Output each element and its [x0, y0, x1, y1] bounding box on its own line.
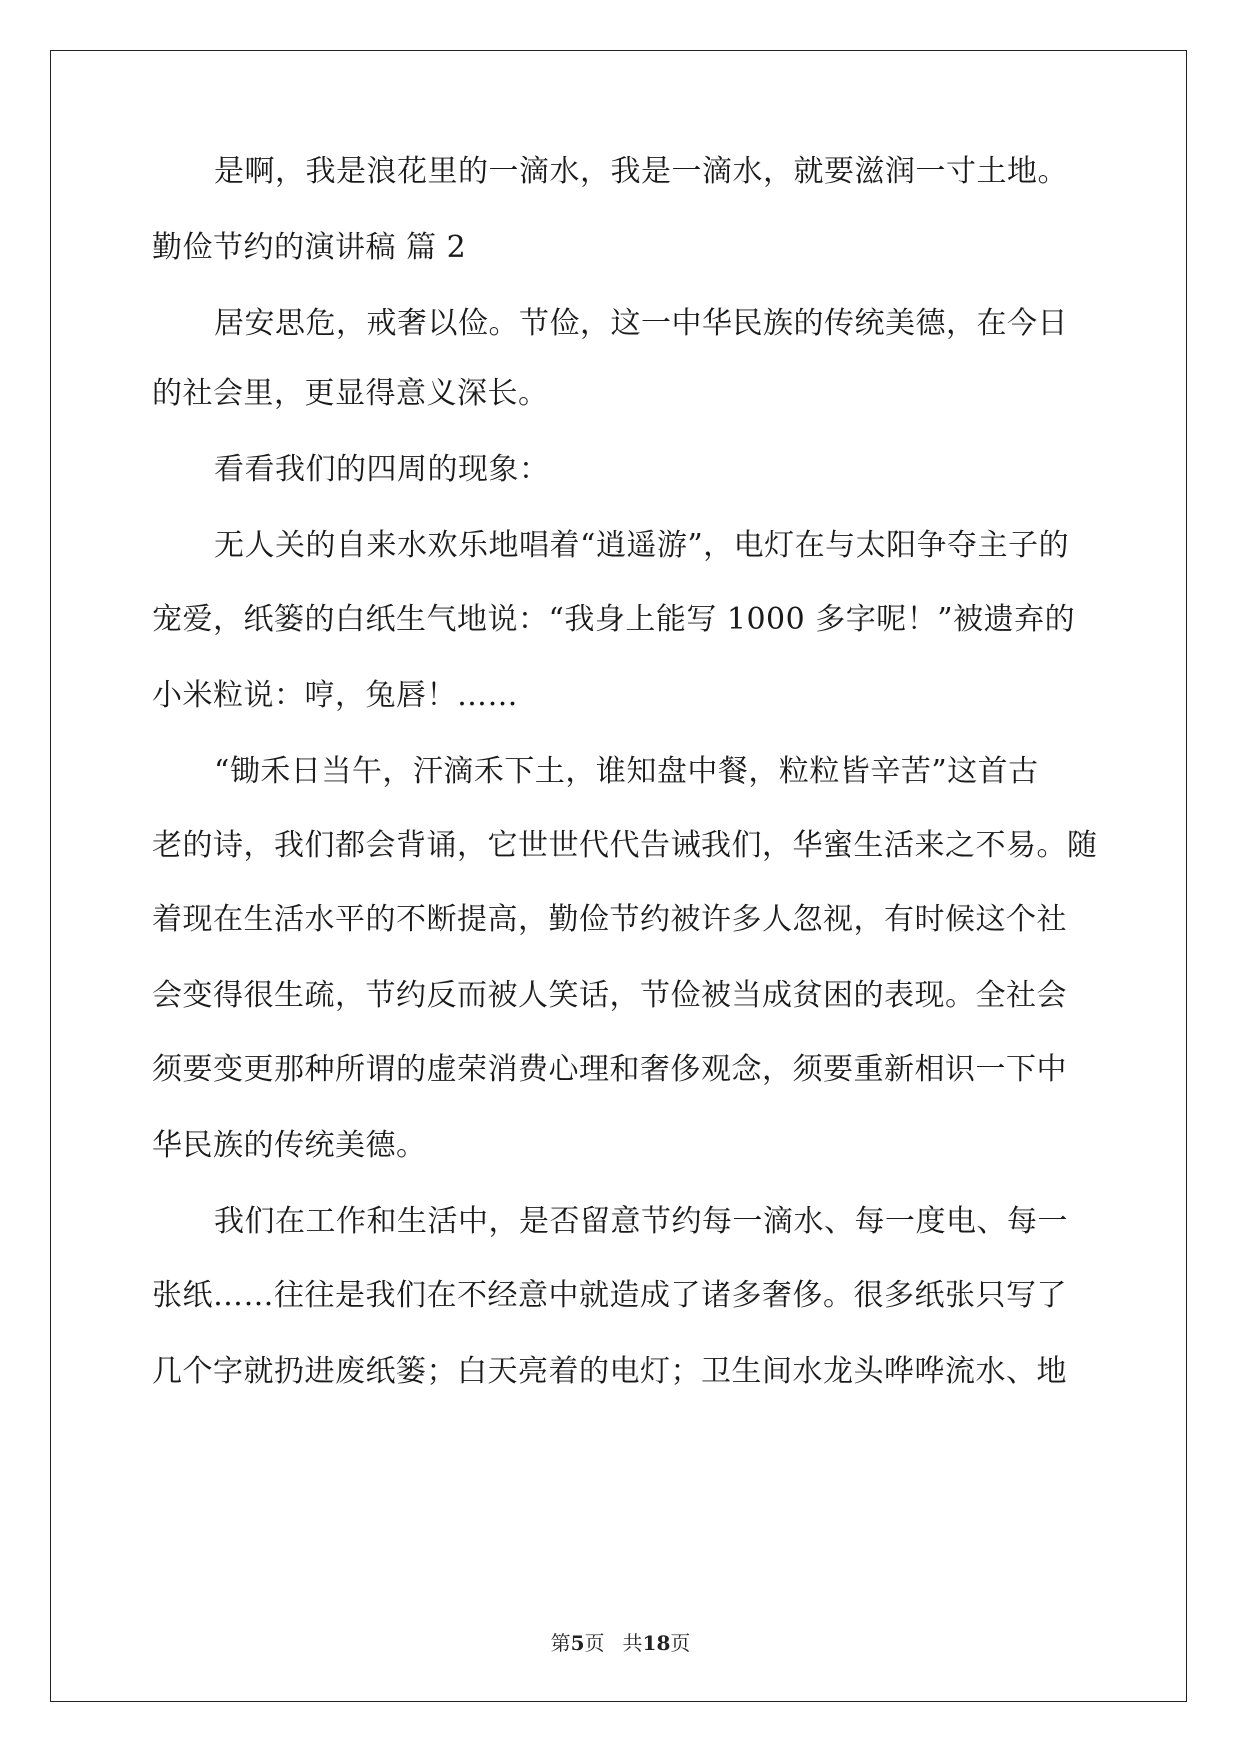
footer-total-suffix: 页 — [670, 1631, 691, 1655]
text-line: 宠爱，纸篓的白纸生气地说：“我身上能写 1000 多字呢！”被遗弃的 — [152, 602, 1076, 637]
text-line: 小米粒说：哼，兔唇！…… — [152, 678, 518, 713]
page-footer — [0, 1630, 1241, 1656]
text-line: 是啊，我是浪花里的一滴水，我是一滴水，就要滋润一寸土地。 — [214, 154, 1068, 189]
text-line: 几个字就扔进废纸篓；白天亮着的电灯；卫生间水龙头哗哗流水、地 — [152, 1354, 1067, 1389]
text-line: “锄禾日当午，汗滴禾下土，谁知盘中餐，粒粒皆辛苦”这首古 — [214, 754, 1039, 789]
footer-page-number: 5 — [570, 1631, 585, 1655]
text-line: 张纸……往往是我们在不经意中就造成了诸多奢侈。很多纸张只写了 — [152, 1278, 1067, 1313]
text-line: 老的诗，我们都会背诵，它世世代代告诫我们，华蜜生活来之不易。随 — [152, 828, 1098, 863]
text-line: 看看我们的四周的现象： — [214, 452, 550, 487]
text-line: 我们在工作和生活中，是否留意节约每一滴水、每一度电、每一 — [214, 1204, 1068, 1239]
text-line: 的社会里，更显得意义深长。 — [152, 376, 549, 411]
text-line: 居安思危，戒奢以俭。节俭，这一中华民族的传统美德，在今日 — [214, 306, 1068, 341]
section-heading: 勤俭节约的演讲稿 篇 2 — [152, 230, 467, 265]
footer-total-pages: 18 — [642, 1631, 671, 1655]
text-line: 华民族的传统美德。 — [152, 1128, 427, 1163]
text-line: 无人关的自来水欢乐地唱着“逍遥游”，电灯在与太阳争夺主子的 — [214, 528, 1070, 563]
footer-page-prefix: 第 — [550, 1631, 571, 1655]
text-line: 会变得很生疏，节约反而被人笑话，节俭被当成贫困的表现。全社会 — [152, 978, 1067, 1013]
page-border — [50, 50, 1187, 1702]
text-line: 须要变更那种所谓的虚荣消费心理和奢侈观念，须要重新相识一下中 — [152, 1052, 1067, 1087]
footer-page-suffix: 页 — [584, 1631, 605, 1655]
text-line: 着现在生活水平的不断提高，勤俭节约被许多人忽视，有时候这个社 — [152, 902, 1067, 937]
footer-total-prefix: 共 — [622, 1631, 643, 1655]
